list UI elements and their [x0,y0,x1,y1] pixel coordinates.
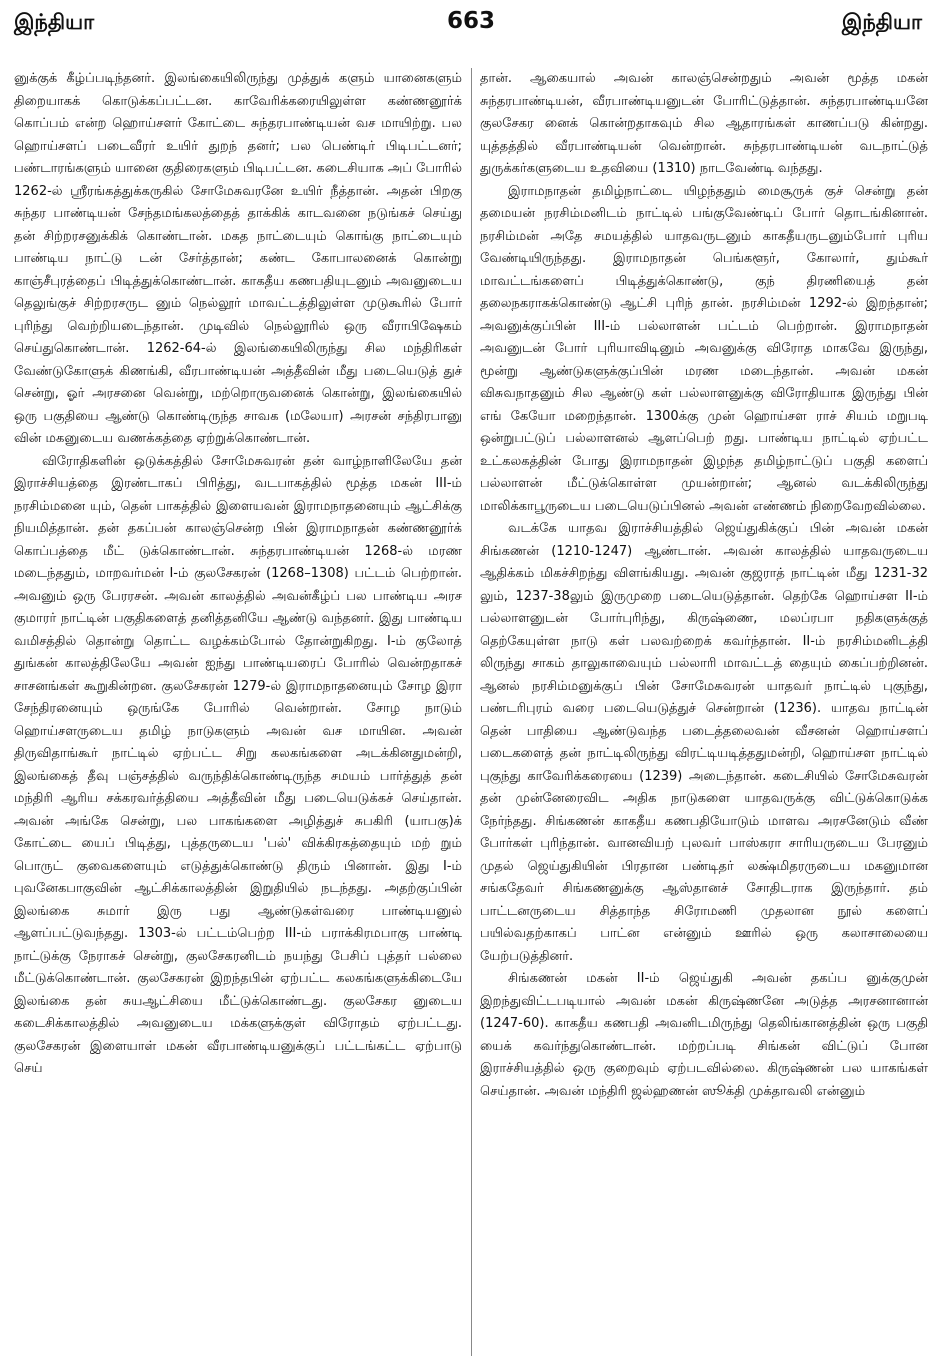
left-column [14,68,462,1358]
paragraph: னுக்குக் கீழ்ப்படிந்தனர். இலங்கையிலிருந்து முத்துக் களும் யானைகளும் திறையாகக் கொடுக்கப்பட்டன. காவேரிக்கரையிலுள்ள கண்ணனூர்க் கொப்பம் என்ற ஹொய்சளர் கோட்டை சுந்தரபாண்டியன் வச மாயிற்று. பல ஹொய்சளப் படைவீரர் உயிர் துறந் தனர்; பல பெண்டிர் பிடிபட்டனர்; பண்டாரங்களும் யானை குதிரைகளும் பிடிபட்டன. கடைசியாக அப் போரில் 1262-ல் ஸ்ரீரங்கத்துக்கருகில் சோமேசுவரனே உயிர் நீத்தான். அதன் பிறகு சுந்தர பாண்டியன் சேந்தமங்கலத்தைத் தாக்கிக் காடவனை நடுங்கச் செய்து தன் சிற்றரசனுக்கிக் கொண்டான். மகத நாட்டையும் கொங்கு நாட்டையும் பாண்டிய நாட்டு டன் சேர்த்தான்; கண்ட கோபாலனைக் கொன்று காஞ்சீபுரத்தைப் பிடித்துக்கொண்டான். காகதீய கணபதியுடனும் அவனுடைய தெலுங்குச் சிற்றரசருட னும் நெல்லூர் மாவட்டத்திலுள்ள முடுகூரில் போர் புரிந்து வெற்றியடைந்தான். முடிவில் நெல்லூரில் ஒரு வீராபிஷேகம் செய்துகொண்டான். 1262-64-ல் இலங்கையிலிருந்து சில மந்திரிகள் வேண்டுகோளுக் கிணங்கி, வீரபாண்டியன் அத்தீவின் மீது படையெடுத் துச் சென்று, ஓர் அரசனை வென்று, மற்றொருவனைக் கொன்று, இலங்கையில் ஒரு பகுதியை ஆண்டு கொண்டிருந்த சாவக (மலேயா) அரசன் சந்திரபானு வின் மகனுடைய வணக்கத்தை ஏற்றுக்கொண்டான். [14,71,462,446]
column-divider [471,68,472,1356]
page-number: 663 [446,8,495,34]
paragraph: வடக்கே யாதவ இராச்சியத்தில் ஜெய்துகிக்குப் பின் அவன் மகன் சிங்கணன் (1210-1247) ஆண்டான். அவன் காலத்தில் யாதவருடைய ஆதிக்கம் மிகச்சிறந்து விளங்கியது. அவன் குஜராத் நாட்டின் மீது 1231-32 லும், 1237-38லும் இருமுறை படையெடுத்தான். தெற்கே ஹொய்சள II-ம் பல்லாளனுடன் போர்புரிந்து, கிருஷ்ணை, மலப்ரபா நதிகளுக்குத் தெற்கேயுள்ள நாடு கள் பலவற்றைக் கவர்ந்தான். II-ம் நரசிம்மனிடத்தி லிருந்து சாகம் தாலுகாவையும் பல்லாரி மாவட்டத் தையும் கைப்பற்றினன். ஆனல் நரசிம்மனுக்குப் பின் சோமேசுவரன் யாதவர் நாட்டில் புகுந்து, பண்டரிபுரம் வரை படையெடுத்துச் சென்றான் (1236). யாதவ நாட்டின் தென் பாதியை ஆண்டுவந்த படைத்தலைவன் வீசனன் ஹொய்சளப் படைகளைத் தன் நாட்டிலிருந்து விரட்டியடித்ததுமன்றி, ஹொய்சள நாட்டில் புகுந்து காவேரிக்கரையை (1239) அடைந்தான். கடைசியில் சோமேசுவரன் தன் முன்னேரைவிட அதிக நாடுகளை யாதவருக்கு விட்டுக்கொடுக்க நேர்ந்தது. சிங்கணன் காகதீய கணபதியோடும் மாளவ அரசனேடும் வீண் போர்கள் புரிந்தான். வானவியற் புலவர் பாஸ்கரா சாரியருடைய பேரனும் முதல் ஜெய்துகியின் பிரதான பண்டிதர் லக்ஷ்மிதரருடைய மகனுமான சங்கதேவர் சிங்கணனுக்கு ஆஸ்தானச் சோதிடராக இருந்தார். தம் பாட்டனருடைய சித்தாந்த சிரோமணி முதலான நூல் களைப் பயில்வதற்காகப் பாட்ன என்னும் ஊரில் ஒரு கலாசாலையை யேற்படுத்தினர். [480,521,928,964]
running-head-left: இந்தியா [14,10,95,34]
running-head-right: இந்தியா [841,10,922,34]
paragraph: விரோதிகளின் ஒடுக்கத்தில் சோமேசுவரன் தன் வாழ்நாளிலேயே தன் இராச்சியத்தை இரண்டாகப் பிரித்து, வடபாகத்தில் மூத்த மகன் III-ம் நரசிம்மனை யும், தென் பாகத்தில் இளையவன் இராமநாதனையும் ஆட்சிக்கு நியமித்தான். தன் தகப்பன் காலஞ்சென்ற பின் இராமநாதன் கண்ணனூர்க் கொப்பத்தை மீட் டுக்கொண்டான். சுந்தரபாண்டியன் 1268-ல் மரண மடைந்ததும், மாறவர்மன் I-ம் குலசேகரன் (1268–1308) பட்டம் பெற்றான். அவனும் ஒரு பேரரசன். அவன் காலத்தில் அவன்கீழ்ப் பல பாண்டிய அரச குமாரர் நாட்டின் பகுதிகளைத் தனித்தனியே ஆண்டு வந்தனர். இது பாண்டிய வமிசத்தில் தொன்று தொட்ட வழக்கம்போல் தோன்றுகிறது. I-ம் குலோத் துங்கன் காலத்திலேயே அவன் ஐந்து பாண்டியரைப் போரில் வென்றதாகச் சாசனங்கள் கூறுகின்றன. குலசேகரன் 1279-ல் இராமநாதனையும் சோழ இரா சேந்திரனையும் ஒருங்கே போரில் வென்றான். சோழ நாடும் ஹொய்சளருடைய தமிழ் நாடுகளும் அவன் வச மாயின. அவன் திருவிதாங்கூர் நாட்டில் ஏற்பட்ட சிறு கலகங்களை அடக்கினதுமன்றி, இலங்கைத் தீவு பஞ்சத்தில் வருந்திக்கொண்டிருந்த சமயம் பார்த்துத் தன் மந்திரி ஆரிய சக்கரவர்த்தியை அத்தீவின் மீது படையெடுக்கச் செய்தான். அவன் அங்கே சென்று, பல பாகங்களை அழித்துச் சுபகிரி (யாபகு)க் கோட்டை யைப் பிடித்து, புத்தருடைய 'பல்' விக்கிரகத்தையும் மற் றும் பொருட் குவைகளையும் எடுத்துக்கொண்டு திரும் பினான். இது I-ம் புவனேகபாகுவின் ஆட்சிக்காலத்தின் இறுதியில் நடந்தது. அதற்குப்பின் இலங்கை சுமார் இரு பது ஆண்டுகள்வரை பாண்டியனுல் ஆளப்பட்டுவந்தது. 1303-ல் பட்டம்பெற்ற III-ம் பராக்கிரமபாகு பாண்டி நாட்டுக்கு நேராகச் சென்று, குலசேகரனிடம் நயந்து பேசிப் புத்தர் பல்லை மீட்டுக்கொண்டான். குலசேகரன் இறந்தபின் ஏற்பட்ட கலகங்களுக்கிடையே இலங்கை தன் சுயஆட்சியை மீட்டுக்கொண்டது. குலசேகர னுடைய கடைசிக்காலத்தில் அவனுடைய மக்களுக்குள் விரோதம் ஏற்பட்டது. குலசேகரன் இளையாள் மகன் வீரபாண்டியனுக்குப் பட்டங்கட்ட ஏற்பாடு செய் [14,453,462,1076]
paragraph: சிங்கணன் மகன் II-ம் ஜெய்துகி அவன் தகப்ப னுக்குமுன் இறந்துவிட்டபடியால் அவன் மகன் கிருஷ்ணனே அடுத்த அரசனானான் (1247-60). காகதீய கணபதி அவனிடமிருந்து தெலிங்கானத்தின் ஒரு பகுதி யைக் கவர்ந்துகொண்டான். மற்றப்படி சிங்கன் விட்டுப் போன இராச்சியத்தில் ஒரு குறைவும் ஏற்படவில்லை. கிருஷ்ணன் பல யாகங்கள் செய்தான். அவன் மந்திரி ஜல்ஹணன் ஸூக்தி முக்தாவலி என்னும் [480,971,928,1099]
right-column [480,68,928,1358]
paragraph: தான். ஆகையால் அவன் காலஞ்சென்றதும் அவன் மூத்த மகன் சுந்தரபாண்டியன், வீரபாண்டியனுடன் போரிட்டுத்தான். சுந்தரபாண்டியனே குலசேகர னைக் கொன்றதாகவும் சில ஆதாரங்கள் காணப்படு கின்றது. யுத்தத்தில் வீரபாண்டியன் வென்றான். சுந்தரபாண்டியன் வடநாட்டுத் துருக்கர்களுடைய உதவியை (1310) நாடவேண்டி வந்தது. [480,71,928,176]
page-header [0,0,942,66]
paragraph: இராமநாதன் தமிழ்நாட்டை யிழந்ததும் மைசூருக் குச் சென்று தன் தமையன் நரசிம்மனிடம் நாட்டில் பங்குவேண்டிப் போர் தொடங்கினான். நரசிம்மன் அதே சமயத்தில் யாதவருடனும் காகதீயருடனும்போர் புரிய வேண்டியிருந்தது. இராமநாதன் பெங்களூர், கோலார், தும்கூர் மாவட்டங்களைப் பிடித்துக்கொண்டு, குந் திரணியைத் தன் தலைநகராகக்கொண்டு ஆட்சி புரிந் தான். நரசிம்மன் 1292-ல் இறந்தான்; அவனுக்குப்பின் III-ம் பல்லாளன் பட்டம் பெற்றான். இராமநாதன் அவனுடன் போர் புரியாவிடினும் அவனுக்கு விரோத மாகவே இருந்து, மூன்று ஆண்டுகளுக்குப்பின் மரண மடைந்தான். அவன் மகன் விசுவநாதனும் சில ஆண்டு கள் பல்லாளனுக்கு விரோதியாக இருந்து பின் எங் கேயோ மறைந்தான். 1300க்கு முன் ஹொய்சள ராச் சியம் மறுபடி ஒன்றுபட்டுப் பல்லாளனல் ஆளப்பெற் றது. பாண்டிய நாட்டில் ஏற்பட்ட உட்கலகத்தின் போது இராமநாதன் இழந்த தமிழ்நாட்டுப் பகுதி களைப் பல்லாளன் மீட்டுக்கொள்ள முயன்றான்; ஆனல் வடக்கிலிருந்து மாலிக்காபூருடைய படையெடுப்பினல் அவன் எண்ணம் நிறைவேறவில்லை. [480,183,928,514]
